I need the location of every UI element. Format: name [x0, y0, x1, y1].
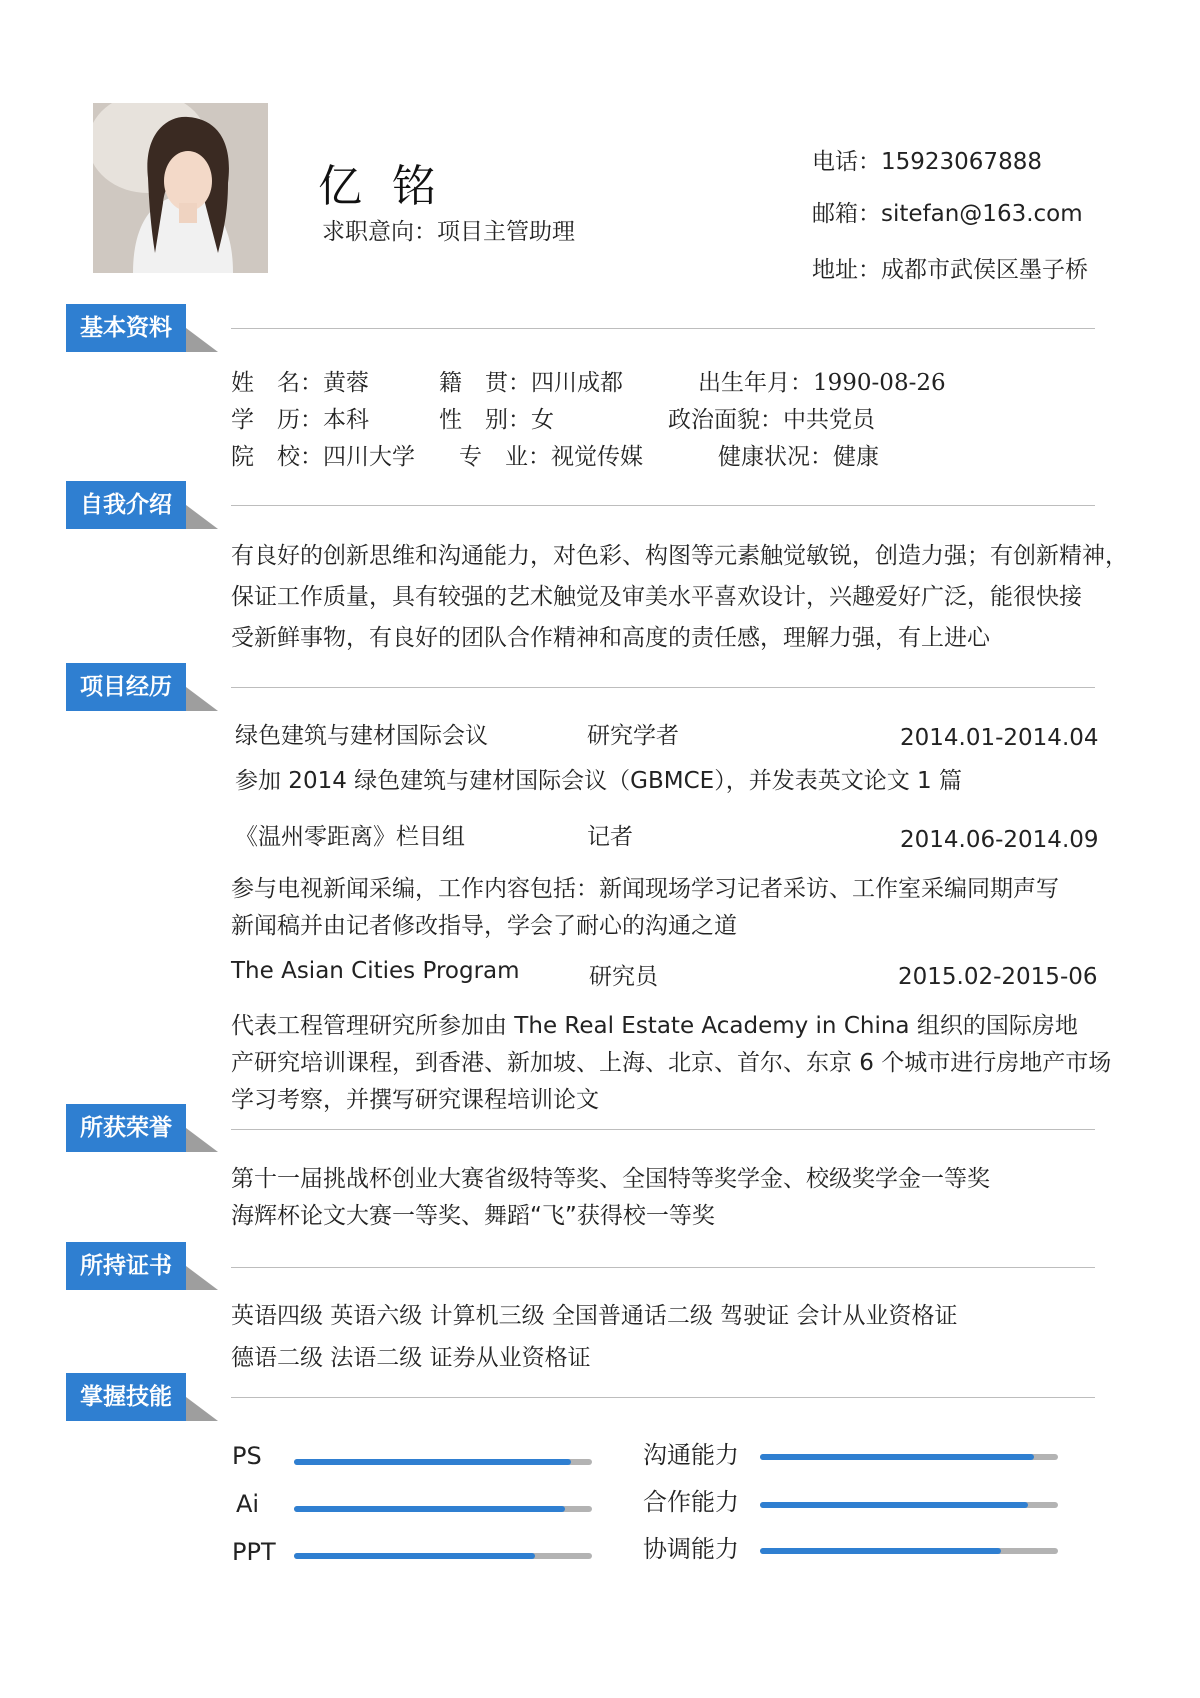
- basic-name: 姓 名：黄蓉: [231, 370, 369, 396]
- section-certificates: [66, 1242, 216, 1290]
- skill-bar-track: [294, 1459, 592, 1465]
- basic-political: 政治面貌：中共党员: [668, 407, 875, 433]
- skill-bar-track: [760, 1548, 1058, 1554]
- project-role: 记者: [587, 824, 633, 850]
- section-divider: [231, 328, 1095, 329]
- section-fold-decoration: [186, 687, 218, 711]
- project-name: 《温州零距离》栏目组: [235, 824, 465, 850]
- section-title: 掌握技能: [66, 1373, 186, 1421]
- skill-label: 沟通能力: [643, 1441, 739, 1469]
- section-projects: [66, 663, 216, 711]
- section-divider: [231, 1267, 1095, 1268]
- profile-photo: [93, 103, 268, 273]
- basic-education: 学 历：本科: [231, 407, 369, 433]
- project-detail: 产研究培训课程，到香港、新加坡、上海、北京、首尔、东京 6 个城市进行房地产市场: [231, 1050, 1112, 1076]
- basic-major: 专 业：视觉传媒: [459, 444, 643, 470]
- contact-email: 邮箱：sitefan@163.com: [812, 201, 1083, 227]
- contact-address: 地址：成都市武侯区墨子桥: [812, 257, 1088, 283]
- candidate-name: 亿 铭: [318, 161, 444, 212]
- project-name: 绿色建筑与建材国际会议: [235, 723, 488, 749]
- section-fold-decoration: [186, 1397, 218, 1421]
- project-date: 2015.02-2015-06: [898, 964, 1098, 990]
- skill-bar-fill: [760, 1454, 1034, 1460]
- skill-bar-track: [760, 1502, 1058, 1508]
- skill-bar-fill: [294, 1459, 571, 1465]
- portrait-image: [93, 103, 268, 273]
- skill-bar-fill: [294, 1506, 565, 1512]
- section-skills: [66, 1373, 216, 1421]
- section-divider: [231, 1397, 1095, 1398]
- project-date: 2014.06-2014.09: [900, 827, 1099, 853]
- section-title: 自我介绍: [66, 481, 186, 529]
- section-title: 项目经历: [66, 663, 186, 711]
- project-date: 2014.01-2014.04: [900, 725, 1099, 751]
- project-detail: 学习考察，并撰写研究课程培训论文: [231, 1087, 599, 1113]
- section-fold-decoration: [186, 328, 218, 352]
- basic-health: 健康状况：健康: [718, 444, 879, 470]
- basic-school: 院 校：四川大学: [231, 444, 415, 470]
- project-name: The Asian Cities Program: [231, 958, 520, 984]
- intro-line: 受新鲜事物，有良好的团队合作精神和高度的责任感，理解力强，有上进心: [231, 625, 990, 651]
- skill-bar-fill: [294, 1553, 535, 1559]
- project-detail: 参加 2014 绿色建筑与建材国际会议（GBMCE），并发表英文论文 1 篇: [235, 768, 962, 794]
- basic-gender: 性 别：女: [439, 407, 554, 433]
- section-honors: [66, 1104, 216, 1152]
- contact-phone: 电话：15923067888: [812, 149, 1042, 175]
- skill-bar-track: [294, 1553, 592, 1559]
- basic-birth: 出生年月：1990-08-26: [698, 370, 946, 396]
- skill-label: Ai: [236, 1490, 260, 1518]
- section-title: 所持证书: [66, 1242, 186, 1290]
- basic-origin: 籍 贯：四川成都: [439, 370, 623, 396]
- skill-bar-fill: [760, 1502, 1028, 1508]
- skill-bar-fill: [760, 1548, 1001, 1554]
- cert-line: 德语二级 法语二级 证券从业资格证: [231, 1345, 591, 1371]
- job-intent: 求职意向：项目主管助理: [322, 219, 575, 245]
- project-detail: 新闻稿并由记者修改指导，学会了耐心的沟通之道: [231, 913, 737, 939]
- skill-label: PS: [232, 1442, 262, 1470]
- project-detail: 参与电视新闻采编，工作内容包括：新闻现场学习记者采访、工作室采编同期声写: [231, 876, 1059, 902]
- section-basic-info: [66, 304, 216, 352]
- skill-label: PPT: [232, 1538, 276, 1566]
- section-fold-decoration: [186, 1128, 218, 1152]
- skill-bar-track: [294, 1506, 592, 1512]
- section-divider: [231, 505, 1095, 506]
- intro-line: 保证工作质量，具有较强的艺术触觉及审美水平喜欢设计，兴趣爱好广泛，能很快接: [231, 584, 1082, 610]
- intro-line: 有良好的创新思维和沟通能力，对色彩、构图等元素触觉敏锐，创造力强；有创新精神，: [231, 543, 1128, 569]
- section-divider: [231, 1129, 1095, 1130]
- section-fold-decoration: [186, 1266, 218, 1290]
- section-title: 所获荣誉: [66, 1104, 186, 1152]
- project-role: 研究员: [589, 964, 658, 990]
- section-self-intro: [66, 481, 216, 529]
- honor-line: 第十一届挑战杯创业大赛省级特等奖、全国特等奖学金、校级奖学金一等奖: [231, 1166, 990, 1192]
- cert-line: 英语四级 英语六级 计算机三级 全国普通话二级 驾驶证 会计从业资格证: [231, 1303, 958, 1329]
- skill-label: 协调能力: [643, 1535, 739, 1563]
- project-detail: 代表工程管理研究所参加由 The Real Estate Academy in China 组织的国际房地: [231, 1013, 1078, 1039]
- section-fold-decoration: [186, 505, 218, 529]
- section-title: 基本资料: [66, 304, 186, 352]
- project-role: 研究学者: [587, 723, 679, 749]
- honor-line: 海辉杯论文大赛一等奖、舞蹈“飞”获得校一等奖: [231, 1203, 715, 1229]
- section-divider: [231, 687, 1095, 688]
- skill-label: 合作能力: [643, 1488, 739, 1516]
- skill-bar-track: [760, 1454, 1058, 1460]
